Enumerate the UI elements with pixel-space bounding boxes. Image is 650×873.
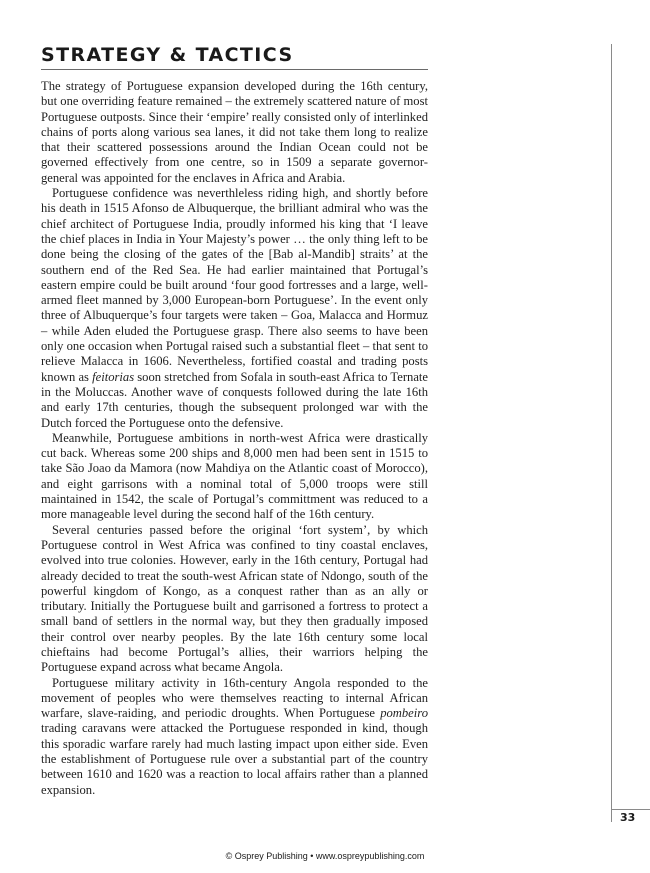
footer-copyright: © Osprey Publishing • www.ospreypublishing.com bbox=[225, 851, 425, 861]
paragraph-text: Meanwhile, Portuguese ambitions in north-west Africa were drastically cut back. Whereas some 200 ships and 8,000 men had been sent in 1515 to take São Joao da Mamora (now Mahdiya on the Atlantic coast of Morocco), and eight garrisons with a nominal total of 5,000 troops were still maintained in 1542, the scale of Portugal’s committment was reduced to a more manageable level during the second half of the 16th century. bbox=[41, 430, 428, 522]
paragraph-text: Several centuries passed before the original ‘fort system’, by which Portuguese control in West Africa was confined to tiny coastal enclaves, evolved into true colonies. However, early in the 16th century, Portugal had already decided to treat the south-west African state of Ndongo, south of the powerful kingdom of Kongo, as a conquest rather than as an ally or tributary. Initially the Portuguese built and garrisoned a fortress to protect a small band of settlers in the normal way, but they then gradually imposed their control over nearby peoples. By the late 16th century some local chieftains had become Portugal’s allies, their warriors helping the Portuguese expand across what became Angola. bbox=[41, 522, 428, 675]
paragraph bbox=[41, 79, 428, 186]
section-heading: STRATEGY & TACTICS bbox=[41, 44, 294, 66]
paragraph-text: Portuguese military activity in 16th-century Angola responded to the movement of peoples who were themselves reacting to internal African warfare, slave-raiding, and periodic droughts. When Portuguese bbox=[41, 675, 428, 721]
paragraph-text: Portuguese confidence was neverthleless riding high, and shortly before his death in 1515 Afonso de Albuquerque, the brilliant admiral who was the chief architect of Portuguese India, proudly informed his king that ‘I leave the chief places in India in Your Majesty’s power … the only thing left to be done being the closing of the gates of the [Bab al-Mandib] straits’ at the southern end of the Red Sea. He had earlier maintained that Portugal’s eastern empire could be built around ‘four good fortresses and a large, well-armed fleet manned by 3,000 European-born Portuguese’. In the event only three of Albuquerque’s four targets were taken – Goa, Malacca and Hormuz – while Aden eluded the Portuguese grasp. There also seems to have been only one occasion when Portugal raised such a substantial fleet – that sent to relieve Malacca in 1606. Nevertheless, fortified coastal and trading posts known as bbox=[41, 186, 428, 384]
page-number: 33 bbox=[620, 811, 636, 824]
paragraph-text: trading caravans were attacked the Portuguese responded in kind, though this sporadic warfare rarely had much lasting impact upon either side. Even the establishment of Portuguese rule over a substantial part of the country between 1610 and 1620 was a reaction to local affairs rather than a planned expansion. bbox=[41, 721, 428, 797]
paragraph bbox=[41, 523, 428, 676]
paragraph bbox=[41, 186, 428, 431]
paragraph-text: soon stretched from Sofala in south-east Africa to Ternate in the Moluccas. Another wave of conquests followed during the late 16th and early 17th centuries, though the subsequent prolonged war with the Dutch forced the Portuguese onto the defensive. bbox=[41, 369, 429, 430]
paragraph-text: The strategy of Portuguese expansion developed during the 16th century, but one overriding feature remained – the extremely scattered nature of most Portuguese outposts. Since their ‘empire’ really consisted only of interlinked chains of ports along various sea lanes, it did not take them long to realize that their scattered possessions around the Indian Ocean could not be governed effectively from one centre, so in 1509 a separate governor-general was appointed for the enclaves in Africa and Arabia. bbox=[41, 79, 428, 185]
italic-term: pombeiro bbox=[380, 706, 428, 721]
heading-rule bbox=[41, 69, 428, 70]
paragraph bbox=[41, 676, 428, 798]
body-text bbox=[41, 79, 428, 798]
italic-term: feitorias bbox=[92, 369, 135, 384]
margin-rule bbox=[611, 44, 612, 822]
paragraph bbox=[41, 431, 428, 523]
